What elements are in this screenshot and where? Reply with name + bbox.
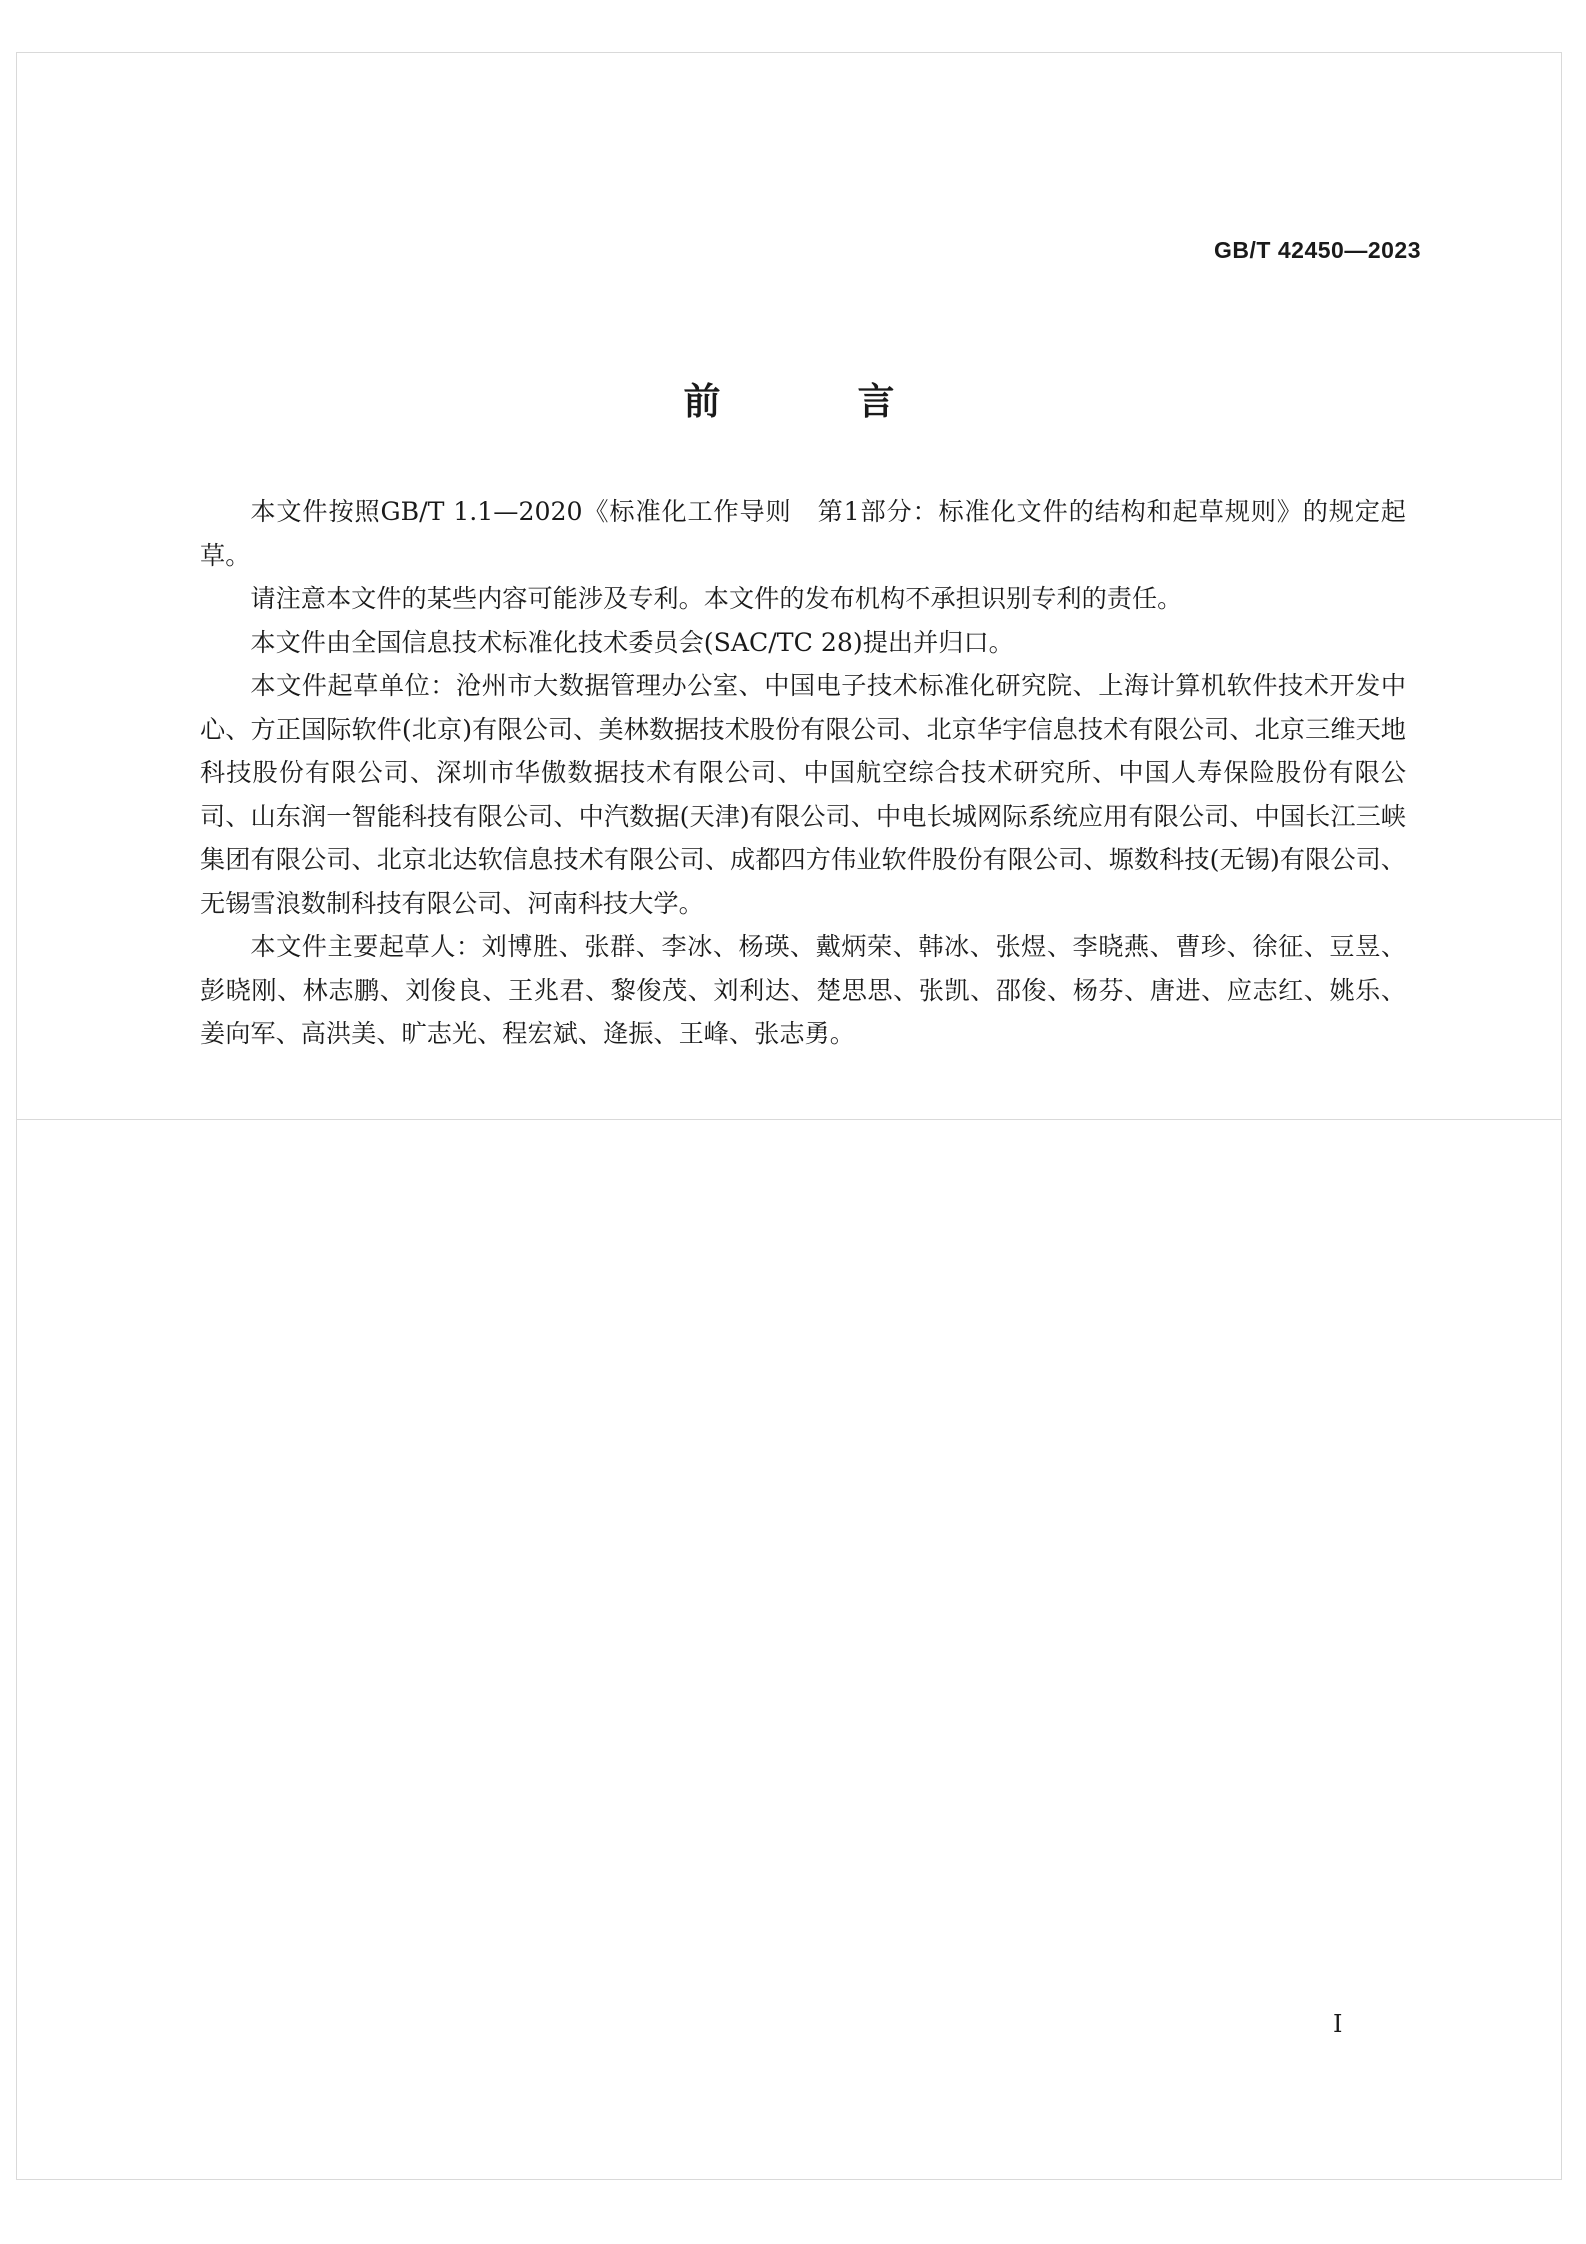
- document-code: GB/T 42450—2023: [1214, 237, 1421, 263]
- paragraph-proposer: 本文件由全国信息技术标准化技术委员会(SAC/TC 28)提出并归口。: [250, 627, 1014, 657]
- paragraph-drafting-units: 本文件起草单位：沧州市大数据管理办公室、中国电子技术标准化研究院、上海计算机软件技术开发中心、方正国际软件(北京)有限公司、美林数据技术股份有限公司、北京华宇信息技术有限公司、北京三维天地科技股份有限公司、深圳市华傲数据技术有限公司、中国航空综合技术研究所、中国人寿保险股份有限公司、山东润一智能科技有限公司、中汽数据(天津)有限公司、中电长城网际系统应用有限公司、中国长江三峡集团有限公司、北京北达软信息技术有限公司、成都四方伟业软件股份有限公司、塬数科技(无锡)有限公司、无锡雪浪数制科技有限公司、河南科技大学。: [200, 671, 1406, 918]
- paragraph-drafting-rules: 本文件按照GB/T 1.1—2020《标准化工作导则 第1部分：标准化文件的结构和起草规则》的规定起草。: [200, 497, 1406, 570]
- page-title: 前 言: [683, 380, 945, 423]
- page-number: I: [1333, 2010, 1343, 2038]
- document-page: [16, 52, 1562, 2180]
- page-divider: [17, 1119, 1561, 1120]
- paragraph-drafters: 本文件主要起草人：刘博胜、张群、李冰、杨瑛、戴炳荣、韩冰、张煜、李晓燕、曹珍、徐征、豆昱、彭晓刚、林志鹏、刘俊良、王兆君、黎俊茂、刘利达、楚思思、张凯、邵俊、杨芬、唐进、应志红、姚乐、姜向军、高洪美、旷志光、程宏斌、逄振、王峰、张志勇。: [200, 932, 1406, 1048]
- paragraph-patent-notice: 请注意本文件的某些内容可能涉及专利。本文件的发布机构不承担识别专利的责任。: [250, 584, 1183, 613]
- preface-body: [200, 490, 1406, 1056]
